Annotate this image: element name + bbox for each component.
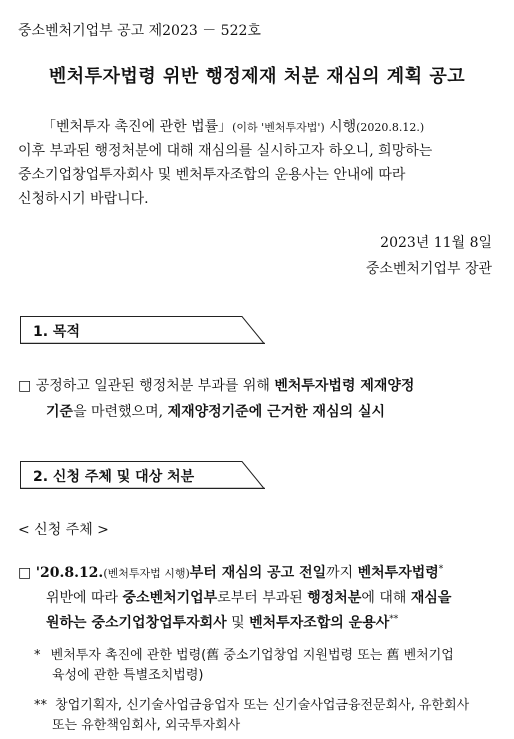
- footnote-1-text: 벤처투자 촉진에 관한 법령(舊 중소기업창업 지원법령 또는 舊 벤처기업: [50, 648, 454, 663]
- section-1-header: [20, 316, 265, 344]
- applicant-subheading: < 신청 주체 >: [18, 522, 109, 538]
- footnote-1-line-1: [34, 644, 454, 663]
- law-ref: 벤처투자법령: [357, 565, 439, 581]
- document-title: 벤처투자법령 위반 행정제재 처분 재심의 계획 공고: [48, 66, 466, 87]
- admin-action: 행정처분: [307, 590, 362, 606]
- enforce-word: 시행: [324, 119, 357, 135]
- enforce-date: (2020.8.12.): [356, 121, 425, 134]
- text-and: 및: [226, 615, 250, 631]
- text-retrial: 재심을: [410, 590, 452, 606]
- period-text: 부터 재심의 공고 전일: [189, 565, 327, 581]
- intro-line-1: [42, 116, 424, 136]
- applicant-line-2: [46, 587, 451, 607]
- footnote-1-mark: *: [34, 648, 41, 663]
- notice-number: 중소벤처기업부 공고 제2023 － 522호: [18, 23, 261, 39]
- notice-date: 2023년 11월 8일: [380, 235, 492, 251]
- purpose-text: 공정하고 일관된 행정처분 부과를 위해: [35, 378, 275, 394]
- checkbox-bullet-2: □: [18, 565, 32, 581]
- section-1-title: 1. 목적: [33, 324, 80, 340]
- purpose-line-2: [46, 401, 385, 421]
- start-date: '20.8.12.: [35, 565, 104, 581]
- footnote-1-line-2: 육성에 관한 특별조치법령): [52, 668, 204, 683]
- checkbox-bullet: □: [18, 378, 32, 394]
- text-about: 에 대해: [361, 590, 411, 606]
- intro-line-4: 신청하시기 바랍니다.: [18, 191, 149, 207]
- start-date-note: (벤처투자법 시행): [103, 567, 190, 580]
- footnote-mark-1: *: [438, 564, 444, 575]
- intro-line-2: 이후 부과된 행정처분에 대해 재심의를 실시하고자 하오니, 희망하는: [18, 143, 433, 159]
- purpose-emphasis: 벤처투자법령 제재양정: [274, 378, 415, 394]
- footnote-2-text: 창업기획자, 신기술사업금융업자 또는 신기술사업금융전문회사, 유한회사: [55, 698, 470, 713]
- purpose-line-1: [18, 375, 414, 395]
- footnote-2-line-1: [34, 694, 469, 713]
- issuer-name: 중소벤처기업부 장관: [365, 261, 492, 277]
- footnote-2-line-2: 또는 유한책임회사, 외국투자회사: [52, 718, 241, 733]
- text-imposed: 로부터 부과된: [217, 590, 308, 606]
- applicant-line-3: [46, 612, 398, 632]
- section-2-header: [20, 461, 265, 489]
- purpose-text-2: 을 마련했으며,: [73, 404, 168, 420]
- purpose-emphasis-2: 기준: [46, 404, 74, 420]
- applicant-line-1: [18, 562, 443, 582]
- law-name: 「벤처투자 촉진에 관한 법률」: [42, 119, 233, 135]
- footnote-mark-2: **: [389, 614, 399, 625]
- intro-line-3: 중소기업창업투자회사 및 벤처투자조합의 운용사는 안내에 따라: [18, 167, 406, 183]
- law-abbrev: (이하 '벤처투자법'): [232, 121, 325, 134]
- text-violation: 위반에 따라: [46, 590, 123, 606]
- footnote-2-mark: **: [34, 698, 47, 713]
- ministry-name: 중소벤처기업부: [122, 590, 218, 606]
- purpose-emphasis-3: 제재양정기준에 근거한 재심의 실시: [167, 404, 386, 420]
- section-2-title: 2. 신청 주체 및 대상 처분: [33, 469, 195, 485]
- applicant-fund-manager: 벤처투자조합의 운용사: [249, 615, 390, 631]
- applicant-vc: 원하는 중소기업창업투자회사: [46, 615, 227, 631]
- period-until: 까지: [326, 565, 358, 581]
